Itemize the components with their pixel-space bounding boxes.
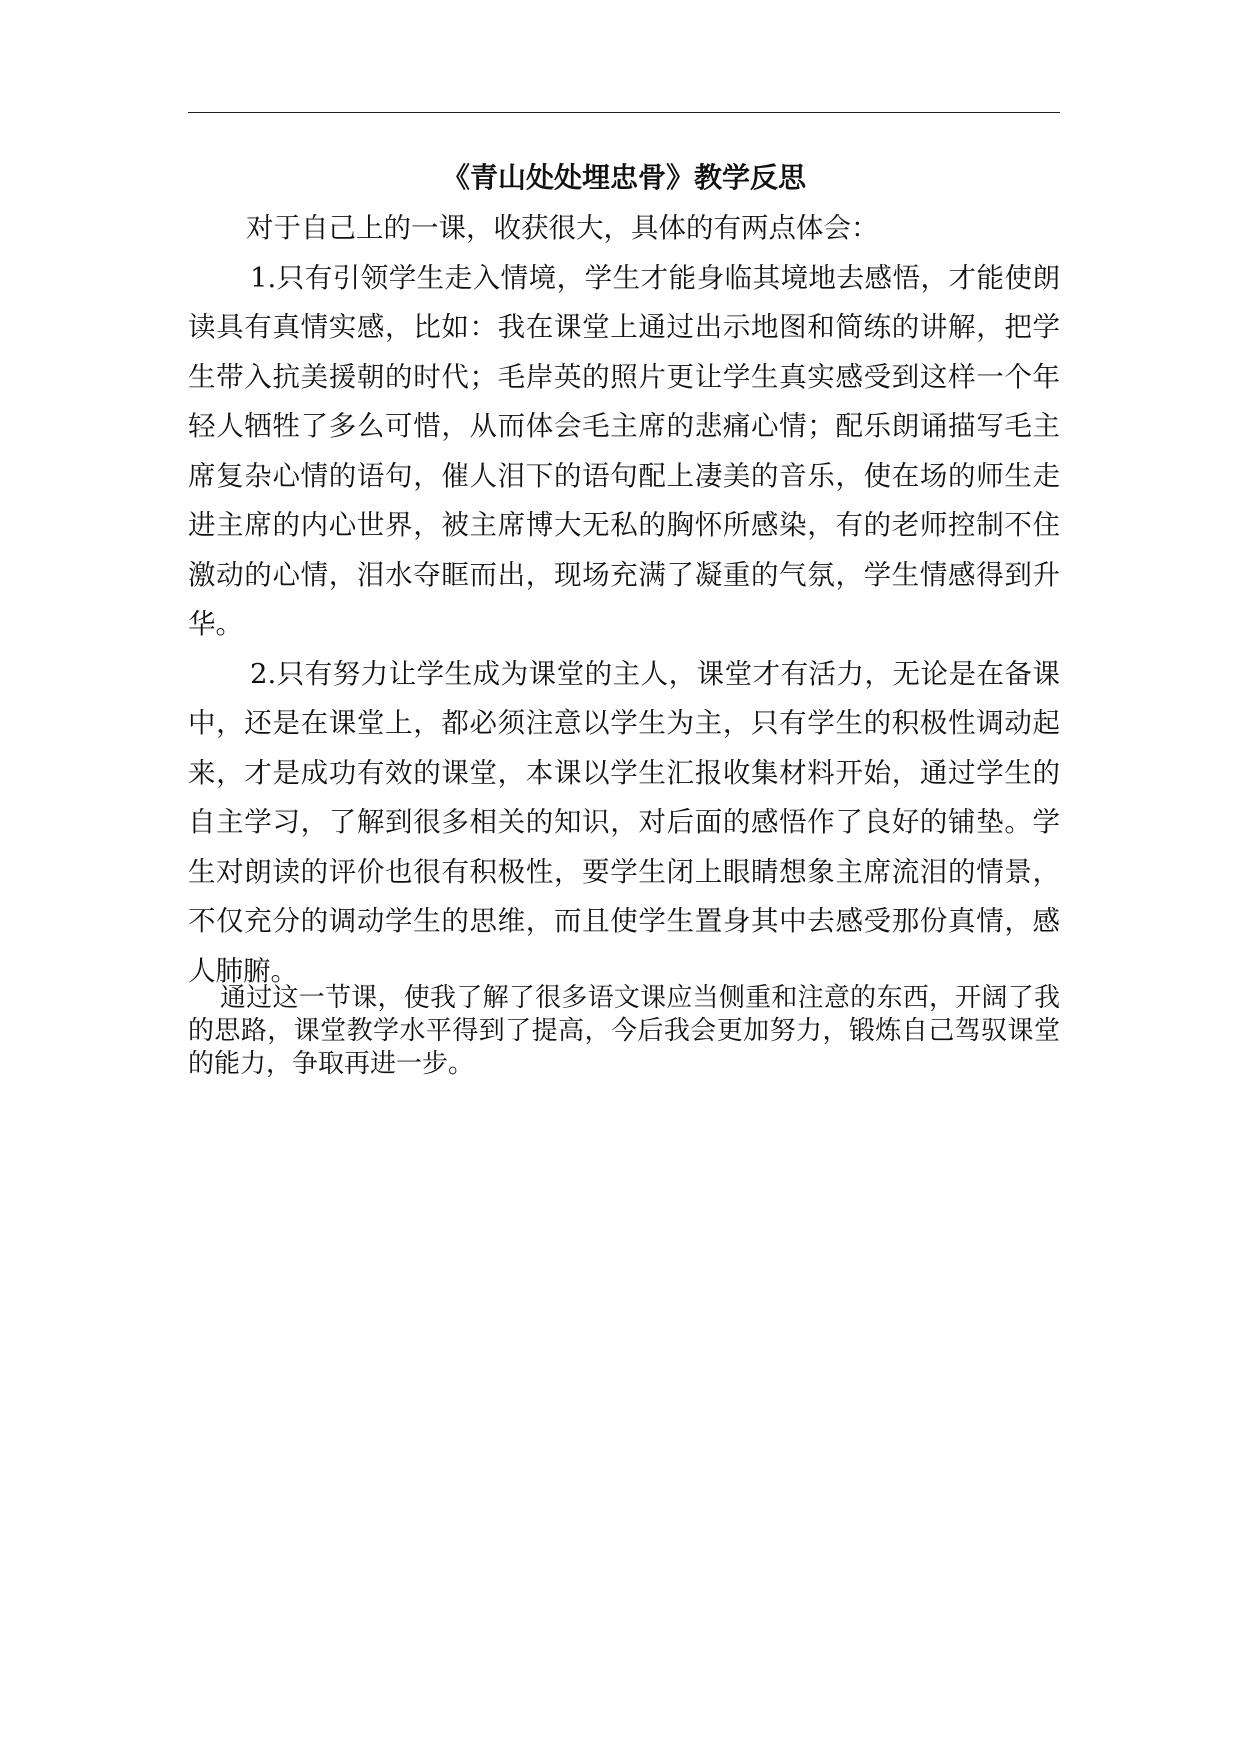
point-1-paragraph: 1.只有引领学生走入情境，学生才能身临其境地去感悟，才能使朗读具有真情实感，比如：我在课堂上通过出示地图和简练的讲解，把学生带入抗美援朝的时代；毛岸英的照片更让学生真实感受到这样一个年轻人牺牲了多么可惜，从而体会毛主席的悲痛心情；配乐朗诵描写毛主席复杂心情的语句，催人泪下的语句配上凄美的音乐，使在场的师生走进主席的内心世界，被主席博大无私的胸怀所感染，有的老师控制不住激动的心情，泪水夺眶而出，现场充满了凝重的气氛，学生情感得到升华。 <box>188 261 1060 640</box>
point-2-paragraph: 2.只有努力让学生成为课堂的主人，课堂才有活力，无论是在备课中，还是在课堂上，都必须注意以学生为主，只有学生的积极性调动起来，才是成功有效的课堂，本课以学生汇报收集材料开始，通过学生的自主学习，了解到很多相关的知识，对后面的感悟作了良好的铺垫。学生对朗读的评价也很有积极性，要学生闭上眼睛想象主席流泪的情景，不仅充分的调动学生的思维，而且使学生置身其中去感受那份真情，感人肺腑。 <box>188 657 1060 987</box>
closing-section <box>188 982 1060 1081</box>
intro-paragraph: 对于自己上的一课，收获很大，具体的有两点体会： <box>246 212 879 244</box>
header-rule <box>188 112 1060 113</box>
document-body <box>188 204 1060 996</box>
closing-paragraph: 通过这一节课，使我了解了很多语文课应当侧重和注意的东西，开阔了我的思路，课堂教学水平得到了提高，今后我会更加努力，锻炼自己驾驭课堂的能力，争取再进一步。 <box>188 983 1060 1079</box>
document-title: 《青山处处埋忠骨》教学反思 <box>441 161 806 194</box>
